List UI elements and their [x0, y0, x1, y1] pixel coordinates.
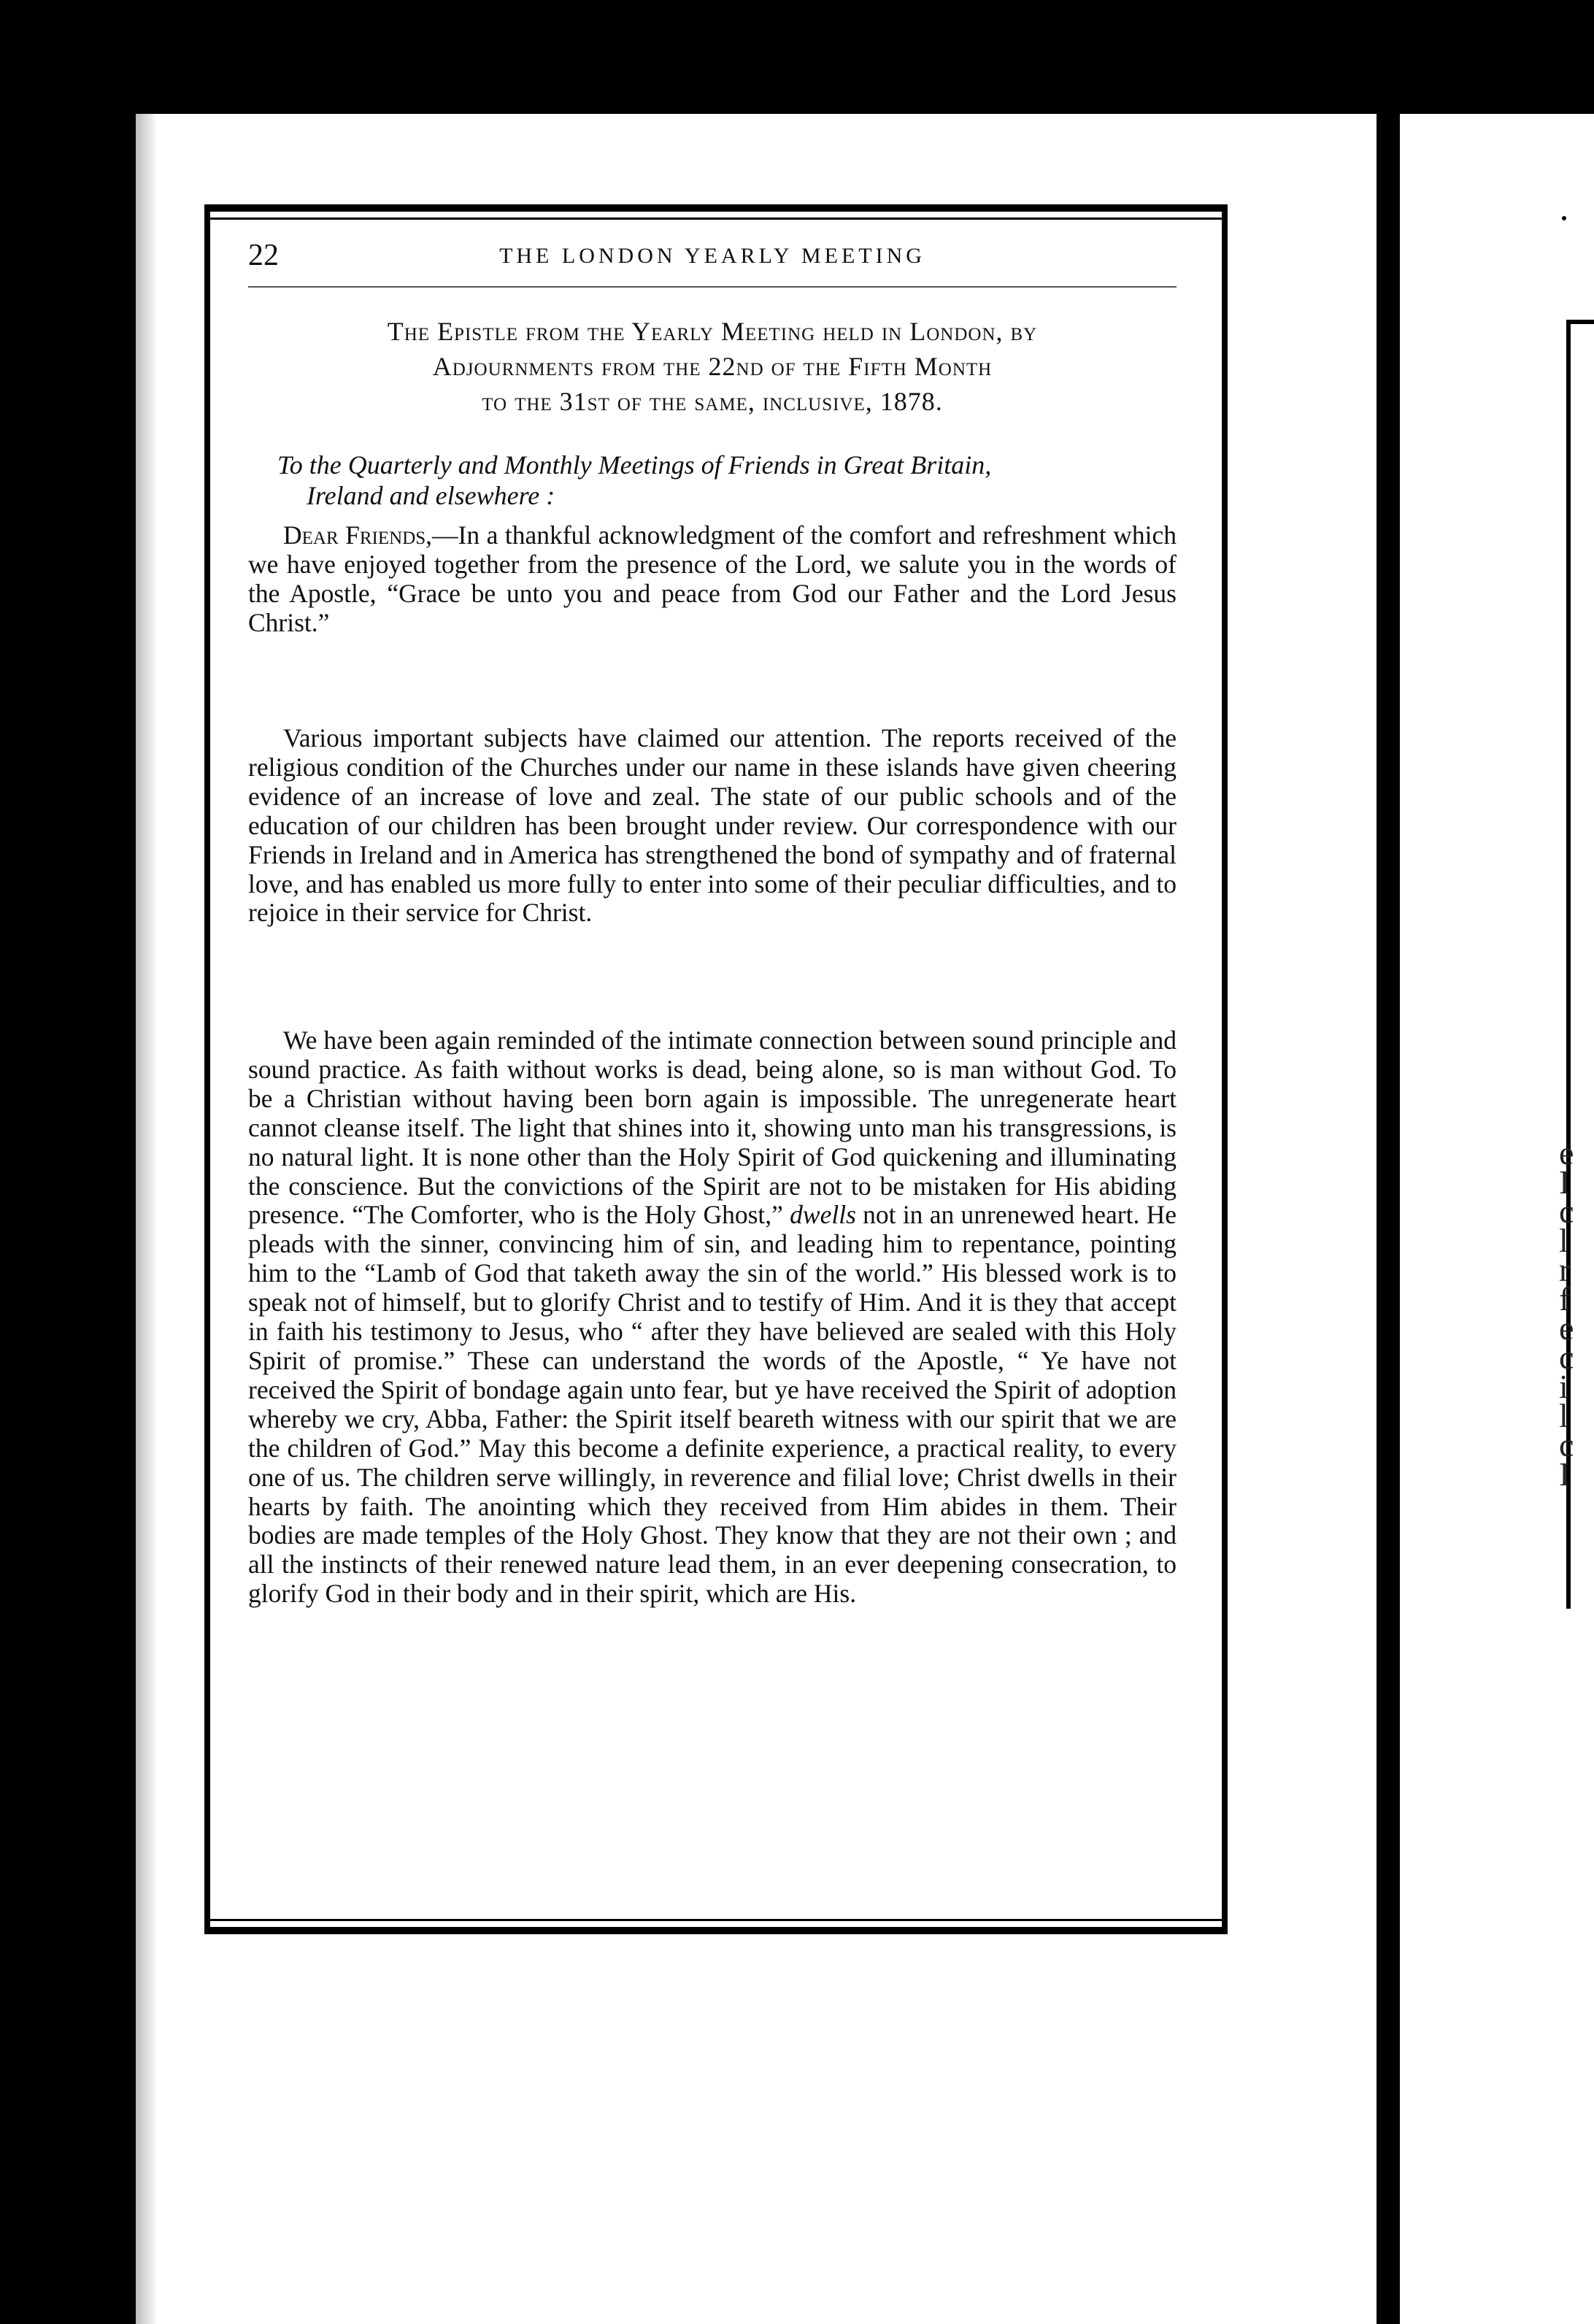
- epistle-title: [248, 314, 1177, 419]
- paragraph-text: We have been again reminded of the intimate connection between sound principle and sound practice. As faith without works is dead, being alone, so is man without God. To be a Christian without having been born again is impossible. The unregenerate heart cannot cleanse itself. The light that shines into it, showing unto man his transgressions, is no natural light. It is none other than the Holy Spirit of God quickening and illuminating the conscience. But the convictions of the Spirit are not to be mistaken for His abiding presence. “The Comforter, who is the Holy Ghost,”: [248, 1026, 1177, 1230]
- facing-page-fragment: r: [1559, 1251, 1571, 1288]
- page-content: [248, 219, 1177, 1912]
- page-gutter-shadow: [136, 114, 158, 2324]
- facing-page-fragment: I: [1559, 1163, 1571, 1201]
- facing-page-fragment: f: [1559, 1280, 1571, 1317]
- page-number: 22: [248, 239, 279, 272]
- address-line: [277, 450, 1177, 511]
- paragraph-spirit: [248, 1026, 1177, 1609]
- paragraph-salutation: [248, 521, 1177, 638]
- facing-page-fragment: i: [1559, 1368, 1568, 1405]
- border-bottom-inner: [204, 1919, 1228, 1921]
- address-line-2: Ireland and elsewhere :: [307, 481, 555, 510]
- facing-page-fragment: c: [1559, 1426, 1574, 1463]
- facing-page-fragment: c: [1559, 1339, 1574, 1376]
- facing-page-fragment: e: [1559, 1309, 1574, 1347]
- emphasis-dwells: dwells: [790, 1200, 856, 1230]
- paragraph-subjects: Various important subjects have claimed our attention. The reports received of the religious condition of the Churches under our name in these islands have given cheering evidence of an increase of love and zeal. The state of our public schools and of the education of our children has been brought under review. Our correspondence with our Friends in Ireland and in America has strengthened the bond of sympathy and of fraternal love, and has enabled us more fully to enter into some of their peculiar difficulties, and to rejoice in their service for Christ.: [248, 723, 1177, 928]
- title-line: The Epistle from the Yearly Meeting held in London, by: [387, 317, 1038, 346]
- title-line: Adjournments from the 22nd of the Fifth Month: [432, 352, 993, 381]
- facing-page-fragment: l: [1559, 1397, 1568, 1434]
- border-left: [204, 204, 210, 1934]
- border-bottom: [204, 1927, 1228, 1934]
- facing-page-text-fragments: [1559, 1134, 1588, 1493]
- facing-page-fragment: e: [1559, 1134, 1574, 1171]
- address-line-1: To the Quarterly and Monthly Meetings of Friends in Great Britain,: [277, 450, 992, 480]
- facing-page-fragment: c: [1559, 1193, 1574, 1230]
- header-rule: [248, 286, 1177, 288]
- border-top: [204, 204, 1228, 212]
- running-head: THE LONDON YEARLY MEETING: [499, 244, 925, 268]
- facing-page-fragment: l: [1559, 1222, 1568, 1259]
- salutation: Dear Friends: [283, 520, 426, 550]
- paragraph-text: ,—In a thankful acknowledgment of the comfort and refreshment which we have enjoyed together from the presence of the Lord, we salute you in the words of the Apostle, “Grace be unto you and peace from God our Father and the Lord Jesus Christ.”: [248, 520, 1177, 637]
- paragraph-text: not in an unrenewed heart. He pleads with the sinner, convincing him of sin, and leading him to repentance, pointing him to the “Lamb of God that taketh away the sin of the world.” His blessed work is to speak not of himself, but to glorify Christ and to testify of Him. And it is they that accept in faith his testimony to Jesus, who “ after they have believed are sealed with this Holy Spirit of promise.” These can understand the words of the Apostle, “ Ye have not received the Spirit of bondage again unto fear, but ye have received the Spirit of adoption whereby we cry, Abba, Father: the Spirit itself beareth witness with our spirit that we are the children of God.” May this become a definite experience, a practical reality, to every one of us. The children serve willingly, in reverence and filial love; Christ dwells in their hearts by faith. The anointing which they received from Him abides in them. Their bodies are made temples of the Holy Ghost. They know that they are not their own ; and all the instincts of their renewed nature lead them, in an ever deepening consecration, to glorify God in their body and in their spirit, which are His.: [248, 1200, 1177, 1609]
- border-right: [1222, 204, 1228, 1934]
- running-header: [248, 219, 1177, 285]
- facing-page-fragment: I: [1559, 1455, 1571, 1493]
- speck: [1562, 216, 1566, 220]
- title-line: to the 31st of the same, inclusive, 1878.: [482, 387, 943, 416]
